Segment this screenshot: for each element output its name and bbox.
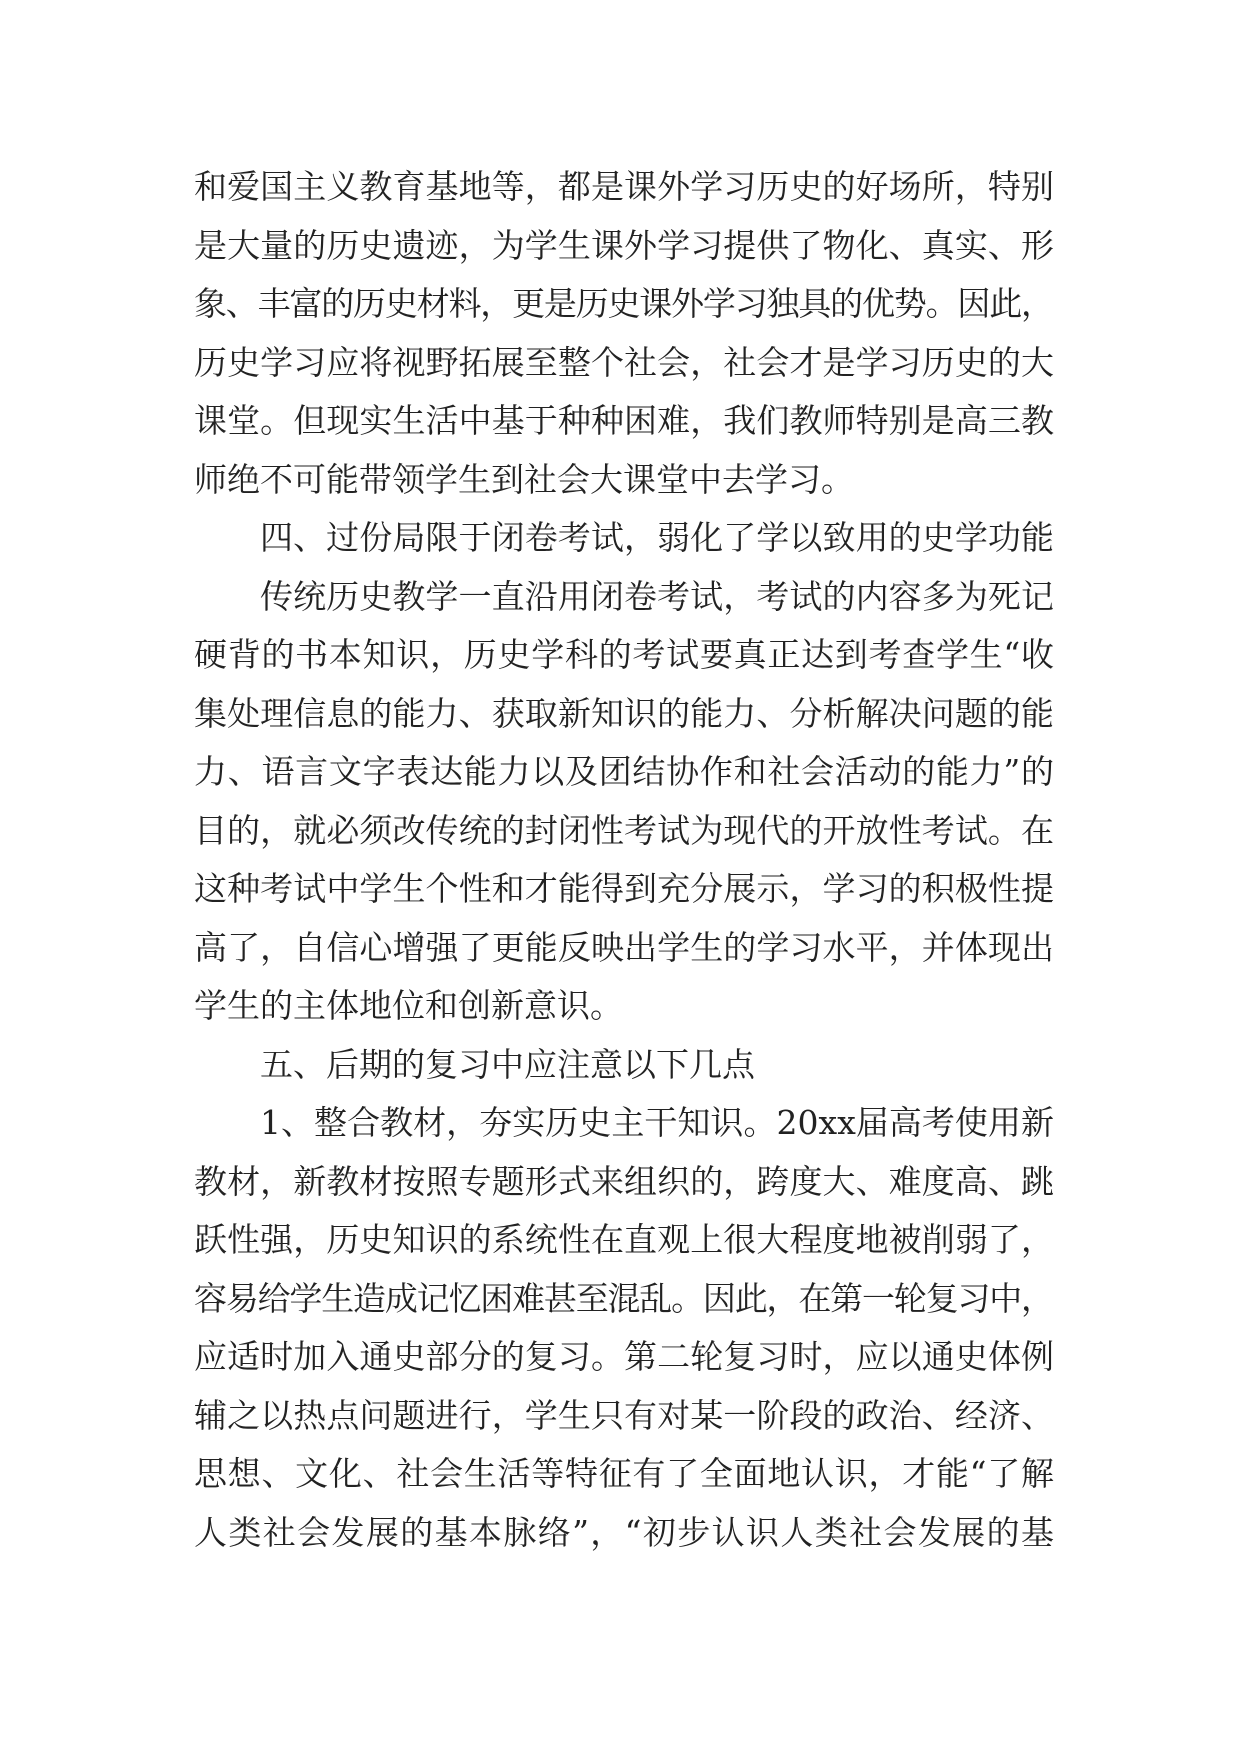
- body-line: 应适时加入通史部分的复习。第二轮复习时，应以通史体例: [194, 1337, 1055, 1376]
- body-line: 硬背的书本知识，历史学科的考试要真正达到考查学生“收: [194, 635, 1055, 674]
- body-line: 学生的主体地位和创新意识。: [194, 986, 623, 1025]
- body-line: 师绝不可能带领学生到社会大课堂中去学习。: [194, 459, 854, 499]
- section-heading-4: 四、过份局限于闭卷考试，弱化了学以致用的史学功能: [260, 518, 1055, 557]
- body-line: 历史学习应将视野拓展至整个社会，社会才是学习历史的大: [194, 342, 1055, 382]
- body-line: 是大量的历史遗迹，为学生课外学习提供了物化、真实、形: [194, 225, 1055, 265]
- body-line: 思想、文化、社会生活等特征有了全面地认识，才能“了解: [194, 1454, 1055, 1493]
- body-line: 人类社会发展的基本脉络”，“初步认识人类社会发展的基: [194, 1512, 1056, 1552]
- body-line: 目的，就必须改传统的封闭性考试为现代的开放性考试。在: [194, 810, 1055, 850]
- body-line: 象、丰富的历史材料，更是历史课外学习独具的优势。因此，: [194, 284, 1053, 323]
- body-line: 这种考试中学生个性和才能得到充分展示，学习的积极性提: [194, 869, 1055, 908]
- document-body: [194, 158, 1054, 1562]
- body-line: 力、语言文字表达能力以及团结协作和社会活动的能力”的: [194, 752, 1055, 791]
- body-line: 辅之以热点问题进行，学生只有对某一阶段的政治、经济、: [194, 1395, 1055, 1435]
- body-line: 高了，自信心增强了更能反映出学生的学习水平，并体现出: [194, 927, 1055, 967]
- body-line: 1、整合教材，夯实历史主干知识。20xx届高考使用新: [260, 1103, 1055, 1142]
- body-line: 跃性强，历史知识的系统性在直观上很大程度地被削弱了，: [194, 1220, 1055, 1259]
- body-line: 教材，新教材按照专题形式来组织的，跨度大、难度高、跳: [194, 1161, 1055, 1201]
- body-line: 容易给学生造成记忆困难甚至混乱。因此，在第一轮复习中，: [194, 1278, 1053, 1318]
- body-line: 传统历史教学一直沿用闭卷考试，考试的内容多为死记: [260, 576, 1055, 616]
- body-line: 课堂。但现实生活中基于种种困难，我们教师特别是高三教: [194, 401, 1055, 440]
- body-line: 集处理信息的能力、获取新知识的能力、分析解决问题的能: [194, 693, 1055, 733]
- section-heading-5: 五、后期的复习中应注意以下几点: [260, 1044, 755, 1084]
- body-line: 和爱国主义教育基地等，都是课外学习历史的好场所，特别: [194, 167, 1055, 206]
